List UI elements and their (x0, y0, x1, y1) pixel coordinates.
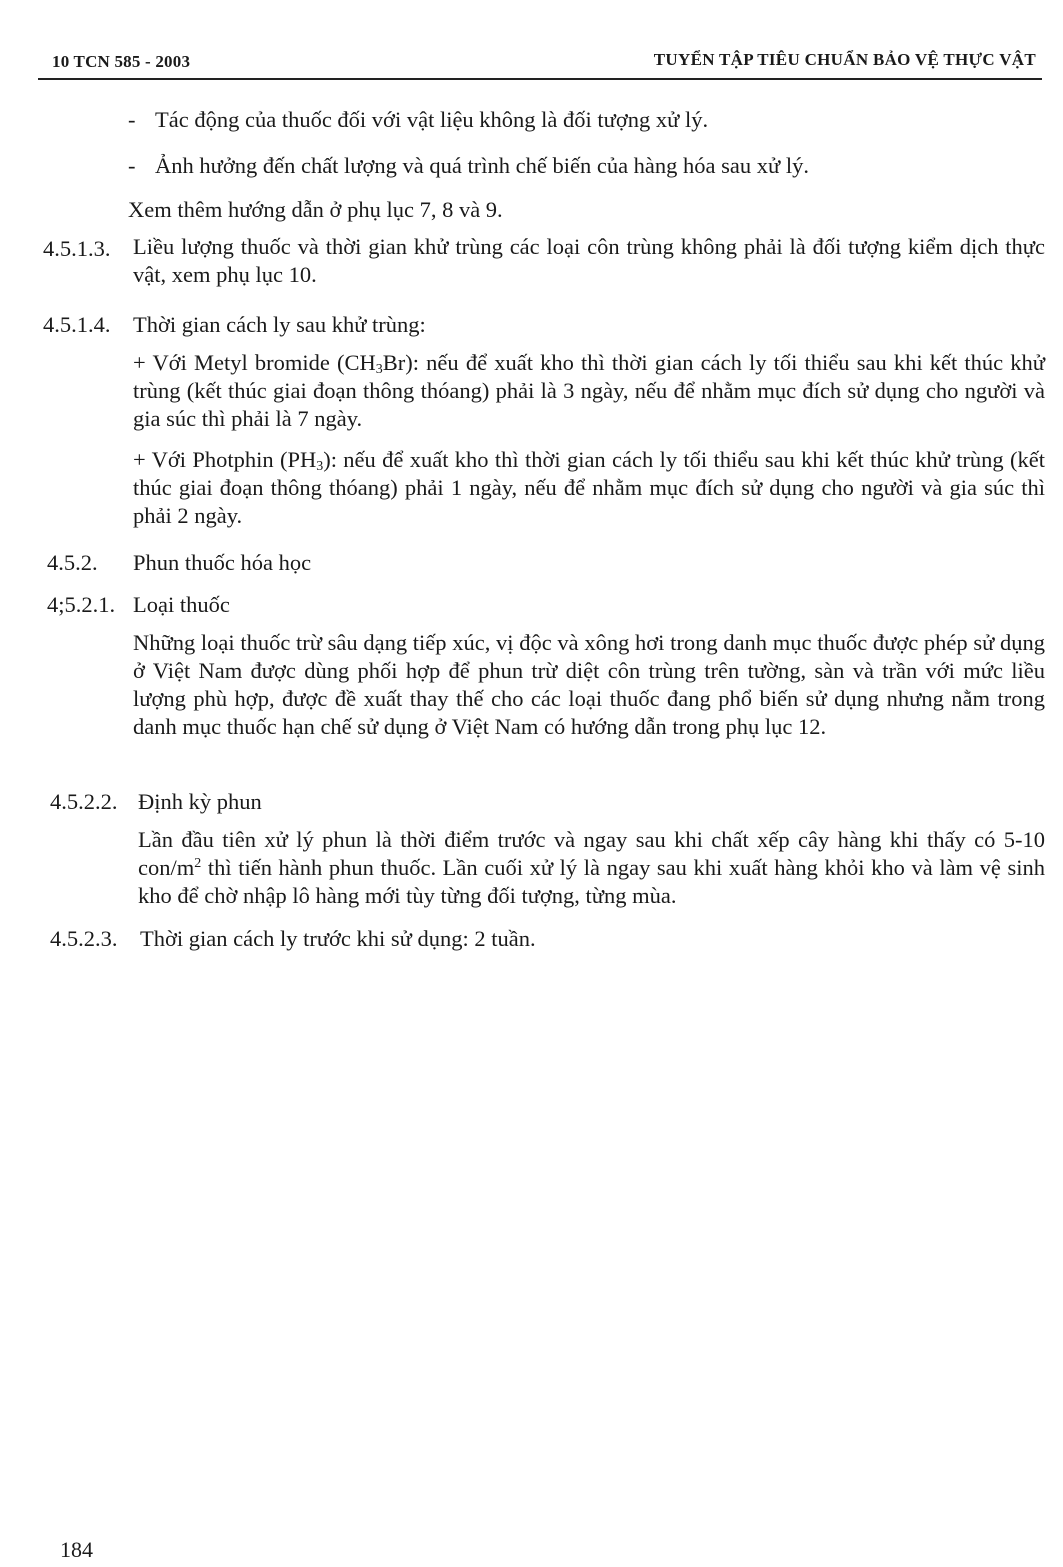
section-4521-text: Những loại thuốc trừ sâu dạng tiếp xúc, vị độc và xông hơi trong danh mục thuốc được phép sử dụng ở Việt Nam được dùng phối hợp để phun trừ diệt côn trùng trên tường, sàn và trần với mức liều lượng phù hợp, được đề xuất thay thế cho các loại thuốc đang phổ biến sử dụng nhưng nằm trong danh mục thuốc hạn chế sử dụng ở Việt Nam có hướng dẫn trong phụ lục 12. (133, 630, 1045, 739)
see-more-note: Xem thêm hướng dẫn ở phụ lục 7, 8 và 9. (128, 197, 503, 222)
bullet-item-quality-effect: Ảnh hưởng đến chất lượng và quá trình chế biến của hàng hóa sau xử lý. (155, 153, 809, 178)
section-number-4513: 4.5.1.3. (43, 236, 111, 261)
section-452-title: Phun thuốc hóa học (133, 550, 312, 575)
phosphine-paragraph: + Với Photphin $(PH_3)$: nếu để xuất kho thì thời gian cách ly tối thiểu sau khi kết thúc khử trùng (kết thúc giai đoạn thông thóang) phải 1 ngày, nếu để nhằm mục đích sử dụng cho người và gia súc thì phải 2 ngày. (133, 447, 1045, 528)
section-number-452: 4.5.2. (47, 550, 98, 575)
section-number-4523: 4.5.2.3. (50, 926, 118, 951)
bullet-dash: - (128, 107, 136, 132)
section-4521-title: Loại thuốc (133, 592, 230, 617)
section-4514-title: Thời gian cách ly sau khử trùng: (133, 312, 426, 337)
section-4522-text: Lần đầu tiên xử lý phun là thời điểm trước và ngay sau khi chất xếp cây hàng khi thấy có 5-10 con/$m^2$ thì tiến hành phun thuốc. Lần cuối xử lý là ngay sau khi xuất hàng khỏi kho và làm vệ sinh kho để chờ nhập lô hàng mới tùy từng đối tượng, từng mùa. (138, 827, 1045, 908)
page-number: 184 (60, 1537, 93, 1562)
section-4523-text: Thời gian cách ly trước khi sử dụng: 2 tuần. (140, 926, 536, 951)
collection-title: TUYỂN TẬP TIÊU CHUẨN BẢO VỆ THỰC VẬT (653, 50, 1036, 69)
bullet-item-material-effect: Tác động của thuốc đối với vật liệu không là đối tượng xử lý. (155, 107, 709, 132)
section-number-4514: 4.5.1.4. (43, 312, 111, 337)
bullet-dash: - (128, 153, 136, 178)
methyl-bromide-paragraph: + Với Metyl bromide $(CH_3Br)$: nếu để xuất kho thì thời gian cách ly tối thiểu sau khi kết thúc khử trùng (kết thúc giai đoạn thông thóang) phải là 3 ngày, nếu để nhằm mục đích sử dụng cho người và gia súc thì phải là 7 ngày. (133, 350, 1045, 431)
section-4513-text: Liều lượng thuốc và thời gian khử trùng các loại côn trùng không phải là đối tượng kiểm dịch thực vật, xem phụ lục 10. (133, 234, 1045, 287)
section-4522-title: Định kỳ phun (138, 789, 262, 814)
page-header (38, 48, 1042, 80)
section-number-4521: 4;5.2.1. (47, 592, 116, 617)
document-code: 10 TCN 585 - 2003 (52, 52, 191, 71)
section-number-4522: 4.5.2.2. (50, 789, 118, 814)
